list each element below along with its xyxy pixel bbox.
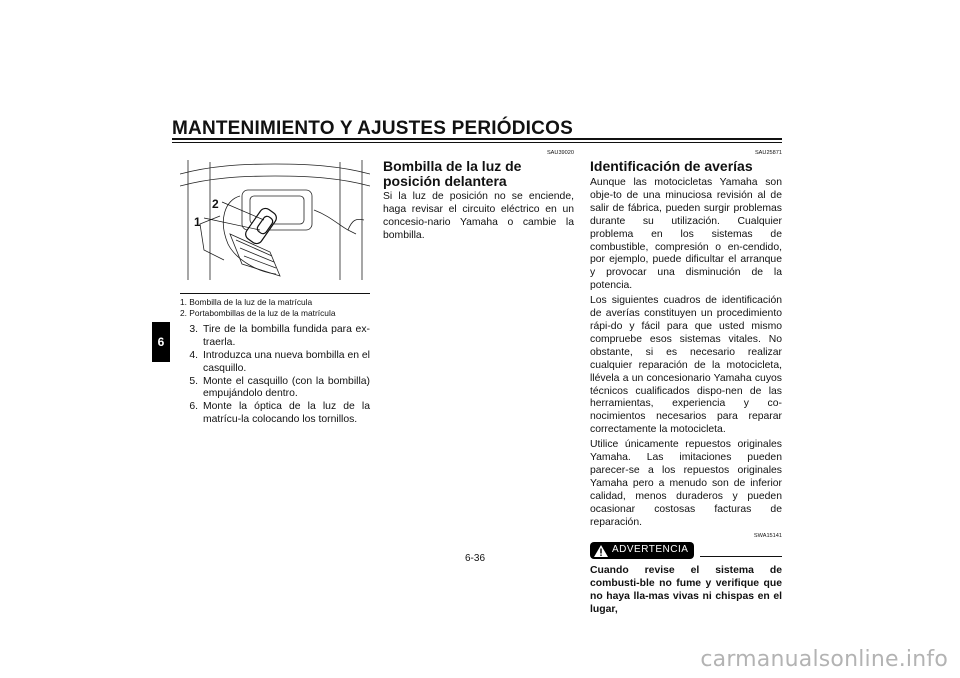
list-item bbox=[180, 401, 370, 427]
warning-triangle-icon bbox=[594, 545, 608, 557]
section-body: Si la luz de posición no se enciende, haga revisar el circuito eléctrico en un concesio-nario Yamaha o cambie la bombilla. bbox=[383, 191, 574, 241]
step-text: Monte el casquillo (con la bombilla) empujándolo dentro. bbox=[203, 375, 370, 400]
page-number: 6-36 bbox=[465, 553, 486, 564]
list-item bbox=[180, 350, 370, 376]
list-item bbox=[180, 376, 370, 402]
step-number: 4. bbox=[189, 349, 198, 361]
section-code: SAU25871 bbox=[754, 150, 782, 156]
chapter-number: 6 bbox=[157, 335, 165, 349]
chapter-tab bbox=[152, 322, 170, 362]
caption-line-1: 1. Bombilla de la luz de la matrícula bbox=[180, 296, 313, 307]
steps-list bbox=[180, 324, 370, 427]
callout-2: 2 bbox=[212, 197, 219, 211]
warning-rule bbox=[700, 556, 782, 557]
caption-line-2: 2. Portabombillas de la luz de la matrícula bbox=[180, 307, 336, 318]
caption-rule bbox=[180, 293, 370, 294]
title-rule bbox=[172, 138, 782, 140]
warning-header bbox=[590, 542, 782, 559]
figure-caption bbox=[180, 297, 370, 319]
page-title: MANTENIMIENTO Y AJUSTES PERIÓDICOS bbox=[172, 118, 573, 139]
watermark: carmanualsonline.info bbox=[700, 647, 948, 672]
warning-badge bbox=[590, 542, 694, 559]
section-code: SAU39020 bbox=[546, 150, 574, 156]
column-3 bbox=[590, 150, 782, 617]
section-heading: Identificación de averías bbox=[590, 158, 753, 174]
list-item bbox=[180, 324, 370, 350]
step-text: Tire de la bombilla fundida para ex-traerla. bbox=[203, 323, 370, 348]
section-heading: Bombilla de la luz de posición delantera bbox=[383, 158, 522, 189]
paragraph-1: Aunque las motocicletas Yamaha son obje-to de una minuciosa revisión al de salir de fábrica, pueden surgir problemas durante su utilización. Cualquier problema en los sistemas de combustible, compresión o en-cendido, por ejemplo, puede dificultar el arranque y provocar una disminución de la potencia. bbox=[590, 177, 782, 292]
step-text: Introduzca una nueva bombilla en el casquillo. bbox=[203, 349, 370, 374]
paragraph-3: Utilice únicamente repuestos originales Yamaha. Las imitaciones pueden parecer-se a los repuestos originales Yamaha pero a menudo son de inferior calidad, menos duraderos y pueden ocasionar costosas facturas de reparación. bbox=[590, 439, 782, 528]
column-2 bbox=[383, 150, 574, 243]
step-number: 5. bbox=[189, 375, 198, 387]
warning-label: ADVERTENCIA bbox=[612, 544, 689, 556]
step-number: 6. bbox=[189, 401, 198, 413]
license-light-illustration bbox=[180, 160, 370, 286]
title-rule-thin bbox=[172, 142, 782, 143]
paragraph-2: Los siguientes cuadros de identificación de averías constituyen un procedimiento rápi-do y fácil para que usted mismo compruebe esos sistemas vitales. No obstante, si es necesario realizar cualquier reparación de la motocicleta, llévela a un concesionario Yamaha cuyos técnicos cualificados dispo-nen de las herramientas, experiencia y co-nocimientos necesarios para reparar correctamente la motocicleta. bbox=[590, 295, 782, 436]
step-text: Monte la óptica de la luz de la matrícu-la colocando los tornillos. bbox=[203, 401, 370, 426]
warning-text: Cuando revise el sistema de combusti-ble no fume y verifique que no haya lla-mas vivas ni chispas en el lugar, bbox=[590, 565, 782, 616]
step-number: 3. bbox=[189, 323, 198, 335]
column-1 bbox=[180, 160, 370, 427]
callout-1: 1 bbox=[194, 215, 201, 229]
warning-code: SWA15141 bbox=[753, 533, 782, 540]
